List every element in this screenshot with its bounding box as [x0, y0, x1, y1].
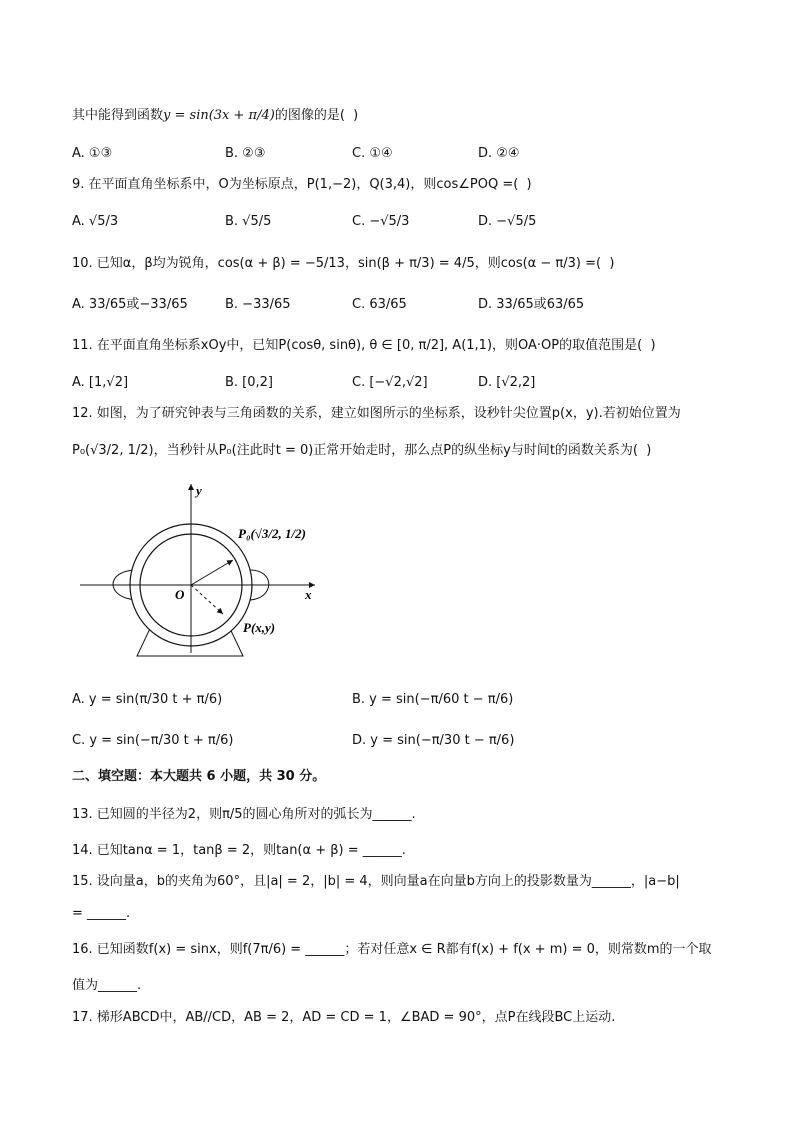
q13: 13. 已知圆的半径为2，则π/5的圆心角所对的弧长为______.: [72, 807, 416, 822]
q10-option-a: A. 33/65或−33/65: [72, 297, 188, 312]
q9-stem: 9. 在平面直角坐标系中，O为坐标原点，P(1,−2)，Q(3,4)，则cos∠POQ =( ): [72, 177, 532, 192]
q12-stem-line1: 12. 如图，为了研究钟表与三角函数的关系，建立如图所示的坐标系，设秒针尖位置p(x，y).若初始位置为: [72, 406, 681, 421]
q11-option-b: B. [0,2]: [225, 375, 274, 390]
q17: 17. 梯形ABCD中，AB//CD，AB = 2，AD = CD = 1，∠BAD = 90°，点P在线段BC上运动.: [72, 1010, 616, 1025]
clock-diagram: [75, 478, 325, 658]
q11-option-a: A. [1,√2]: [72, 375, 129, 390]
q10-option-b: B. −33/65: [225, 297, 291, 312]
origin-label: O: [175, 587, 185, 602]
q9-option-a: A. √5/3: [72, 214, 119, 229]
y-axis-label: y: [196, 483, 202, 498]
q8-option-b: B. ②③: [225, 146, 266, 161]
q15-line2: = ______.: [72, 906, 131, 921]
p-label: P(x,y): [243, 620, 276, 635]
p0-label: P₀(√3/2, 1/2): [238, 526, 306, 541]
q12-option-d: D. y = sin(−π/30 t − π/6): [352, 733, 515, 748]
q16-line1: 16. 已知函数f(x) = sinx，则f(7π/6) = ______；若对任意x ∈ R都有f(x) + f(x + m) = 0，则常数m的一个取: [72, 942, 712, 957]
q8-option-c: C. ①④: [352, 146, 393, 161]
q16-line2: 值为______.: [72, 978, 142, 993]
q14: 14. 已知tanα = 1，tanβ = 2，则tan(α + β) = ______.: [72, 843, 406, 858]
q8-option-d: D. ②④: [478, 146, 520, 161]
q10-option-d: D. 33/65或63/65: [478, 297, 585, 312]
q12-stem-line2: P₀(√3/2, 1/2)，当秒针从P₀(注此时t = 0)正常开始走时，那么点P的纵坐标y与时间t的函数关系为( ): [72, 443, 652, 458]
q9-option-d: D. −√5/5: [478, 214, 537, 229]
q9-option-c: C. −√5/3: [352, 214, 410, 229]
q10-stem: 10. 已知α，β均为锐角，cos(α + β) = −5/13，sin(β + π/3) = 4/5，则cos(α − π/3) =( ): [72, 256, 615, 271]
intro-line: [72, 106, 358, 126]
q11-option-d: D. [√2,2]: [478, 375, 536, 390]
q8-option-a: A. ①③: [72, 146, 113, 161]
q10-option-c: C. 63/65: [352, 297, 407, 312]
section-heading: 二、填空题：本大题共 6 小题，共 30 分。: [72, 769, 326, 784]
q12-option-a: A. y = sin(π/30 t + π/6): [72, 692, 223, 707]
q12-option-c: C. y = sin(−π/30 t + π/6): [72, 733, 234, 748]
q11-option-c: C. [−√2,√2]: [352, 375, 428, 390]
x-axis-label: x: [305, 587, 312, 602]
q9-option-b: B. √5/5: [225, 214, 272, 229]
q11-stem: 11. 在平面直角坐标系xOy中，已知P(cosθ, sinθ), θ ∈ [0, π/2], A(1,1)，则OA·OP的取值范围是( ): [72, 338, 656, 353]
intro-suffix: 的图像的是( ): [274, 108, 359, 123]
q12-option-b: B. y = sin(−π/60 t − π/6): [352, 692, 514, 707]
intro-prefix: 其中能得到函数: [72, 108, 164, 123]
intro-expr: y = sin(3x + π/4): [163, 108, 275, 123]
q15-line1: 15. 设向量a，b的夹角为60°，且|a| = 2，|b| = 4，则向量a在向量b方向上的投影数量为______，|a−b|: [72, 874, 680, 889]
